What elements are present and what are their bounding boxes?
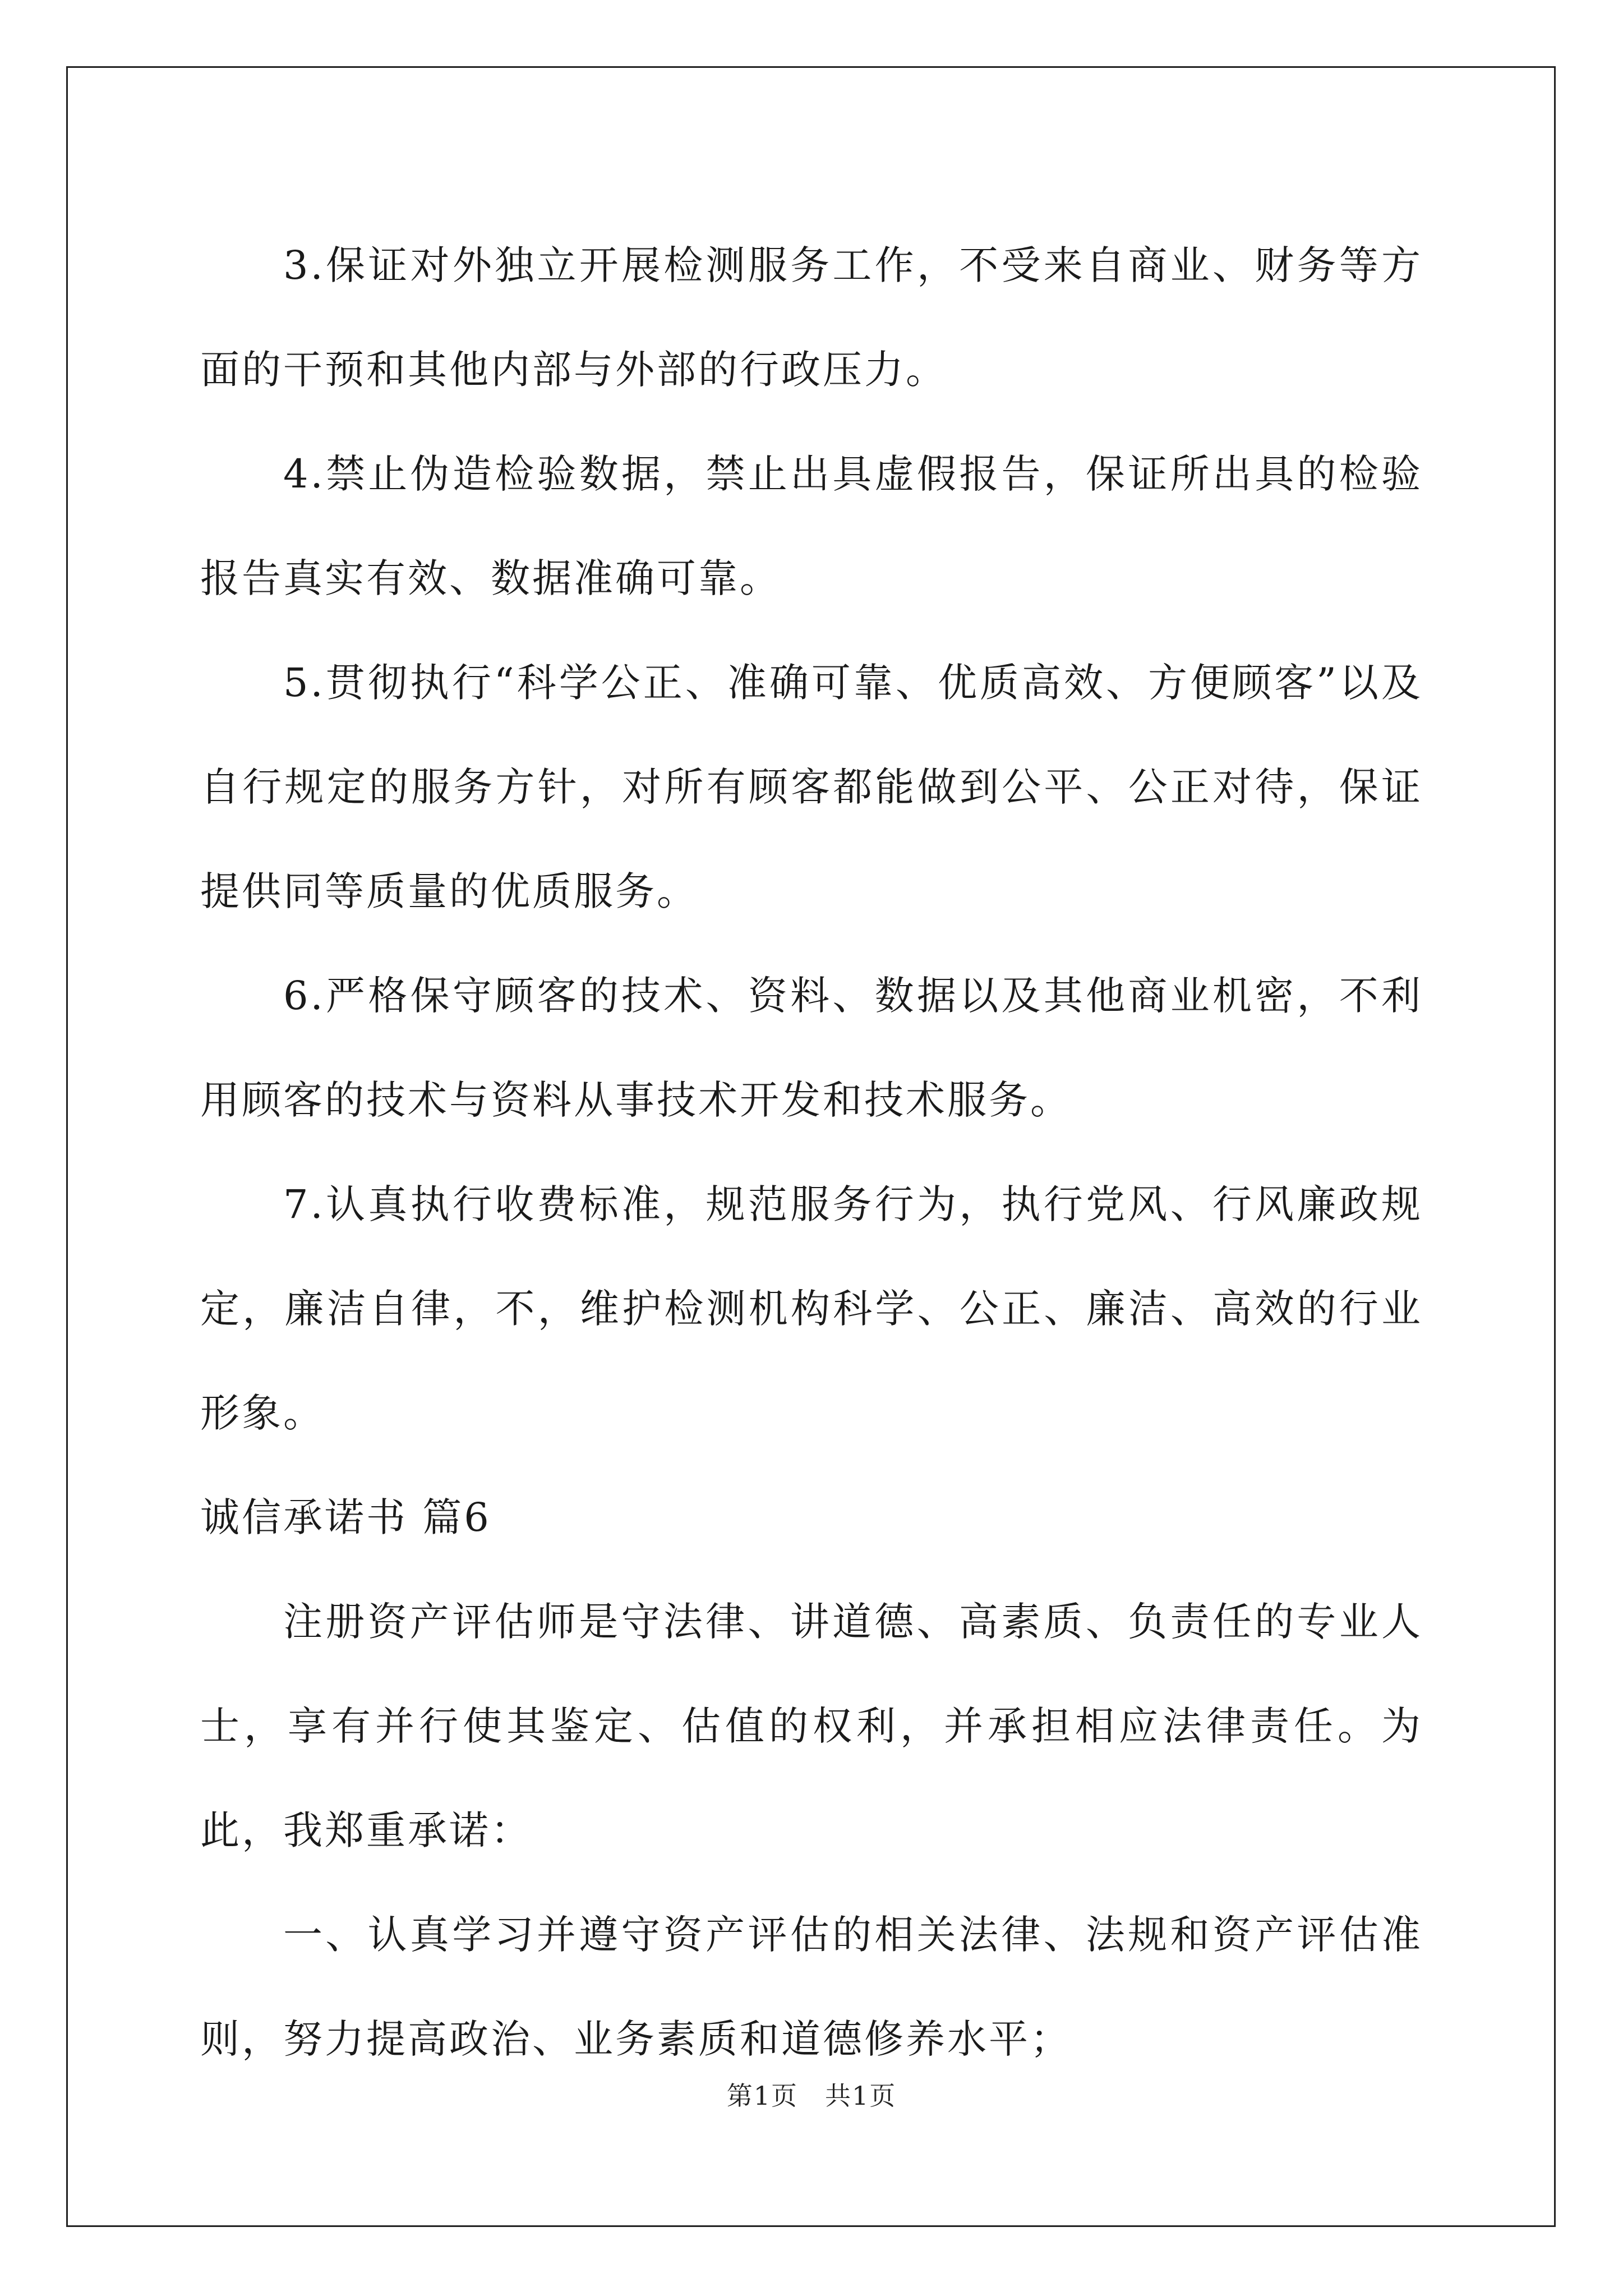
document-body	[200, 213, 1423, 2091]
paragraph-item-5: 5.贯彻执行“科学公正、准确可靠、优质高效、方便顾客”以及自行规定的服务方针，对所有顾客都能做到公平、公正对待，保证提供同等质量的优质服务。	[200, 660, 1423, 914]
paragraph-item-6: 6.严格保守顾客的技术、资料、数据以及其他商业机密，不利用顾客的技术与资料从事技术开发和技术服务。	[200, 973, 1423, 1123]
page-footer: 第1页 共1页	[726, 2081, 897, 2111]
paragraph-item-3: 3.保证对外独立开展检测服务工作，不受来自商业、财务等方面的干预和其他内部与外部的行政压力。	[200, 242, 1423, 393]
paragraph-item-7: 7.认真执行收费标准，规范服务行为，执行党风、行风廉政规定，廉洁自律，不，维护检测机构科学、公正、廉洁、高效的行业形象。	[200, 1181, 1423, 1436]
paragraph-item-4: 4.禁止伪造检验数据，禁止出具虚假报告，保证所出具的检验报告真实有效、数据准确可靠。	[200, 451, 1423, 601]
section-item-1: 一、认真学习并遵守资产评估的相关法律、法规和资产评估准则，努力提高政治、业务素质和道德修养水平；	[200, 1912, 1423, 2062]
section-intro-paragraph: 注册资产评估师是守法律、讲道德、高素质、负责任的专业人士，享有并行使其鉴定、估值的权利，并承担相应法律责任。为此，我郑重承诺：	[200, 1599, 1423, 1853]
section-heading: 诚信承诺书 篇6	[200, 1494, 491, 1540]
